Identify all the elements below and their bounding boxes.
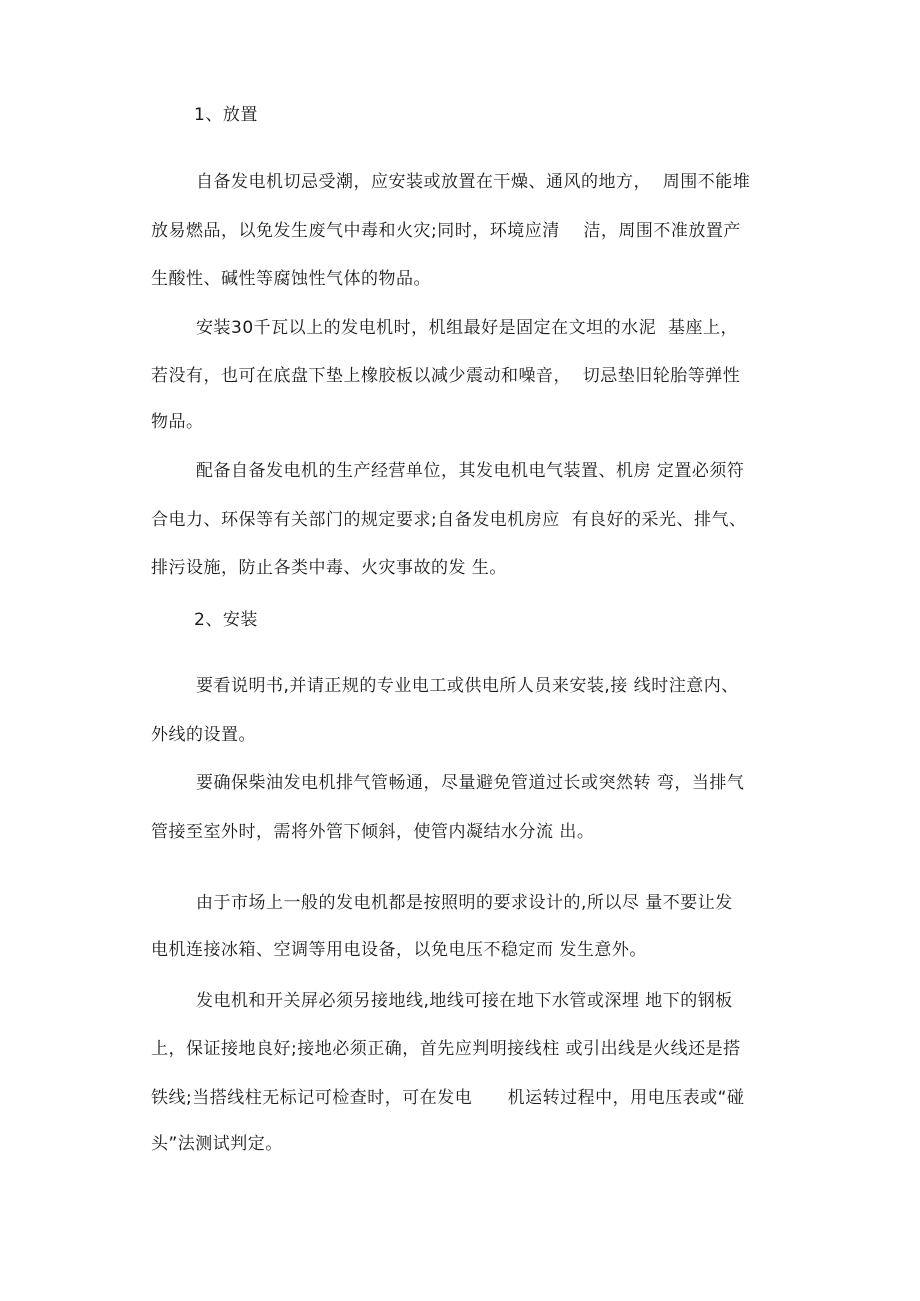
paragraph-line: 生酸性、碱性等腐蚀性气体的物品。 [151,269,431,289]
paragraph-line: 铁线;当搭线柱无标记可检查时，可在发电 机运转过程中，用电压表或“碰 [151,1088,745,1108]
paragraph-line: 要看说明书,并请正规的专业电工或供电所人员来安装,接 线时注意内、 [196,676,739,696]
paragraph-line: 头”法测试判定。 [151,1134,283,1154]
paragraph-line: 放易燃品，以免发生废气中毒和火灾;同时，环境应清 洁，周围不准放置产 [151,221,741,241]
paragraph-line: 由于市场上一般的发电机都是按照明的要求设计的,所以尽 量不要让发 [196,893,733,913]
paragraph-line: 若没有，也可在底盘下垫上橡胶板以减少震动和噪音， 切忌垫旧轮胎等弹性 [151,366,741,386]
paragraph-line: 配备自备发电机的生产经营单位，其发电机电气装置、机房 定置必须符 [196,461,745,481]
section-heading-placement: 1、放置 [194,105,258,125]
paragraph-line: 自备发电机切忌受潮，应安装或放置在干燥、通风的地方， 周围不能堆 [196,172,751,192]
paragraph-line: 合电力、环保等有关部门的规定要求;自备发电机房应 有良好的采光、排气、 [151,510,747,530]
paragraph-line: 外线的设置。 [151,725,256,745]
paragraph-line: 物品。 [151,412,204,432]
section-heading-installation: 2、安装 [194,610,258,630]
paragraph-line: 电机连接冰箱、空调等用电设备，以免电压不稳定而 发生意外。 [151,940,647,960]
paragraph-line: 排污设施，防止各类中毒、火灾事故的发 生。 [151,558,507,578]
paragraph-line: 要确保柴油发电机排气管畅通，尽量避免管道过长或突然转 弯，当排气 [196,773,745,793]
paragraph-line: 上，保证接地良好;接地必须正确，首先应判明接线柱 或引出线是火线还是搭 [151,1039,741,1059]
paragraph-line: 安装30千瓦以上的发电机时，机组最好是固定在文坦的水泥 基座上， [196,318,738,338]
paragraph-line: 管接至室外时，需将外管下倾斜，使管内凝结水分流 出。 [151,822,595,842]
paragraph-line: 发电机和开关屏必须另接地线,地线可接在地下水管或深埋 地下的钢板 [196,991,733,1011]
